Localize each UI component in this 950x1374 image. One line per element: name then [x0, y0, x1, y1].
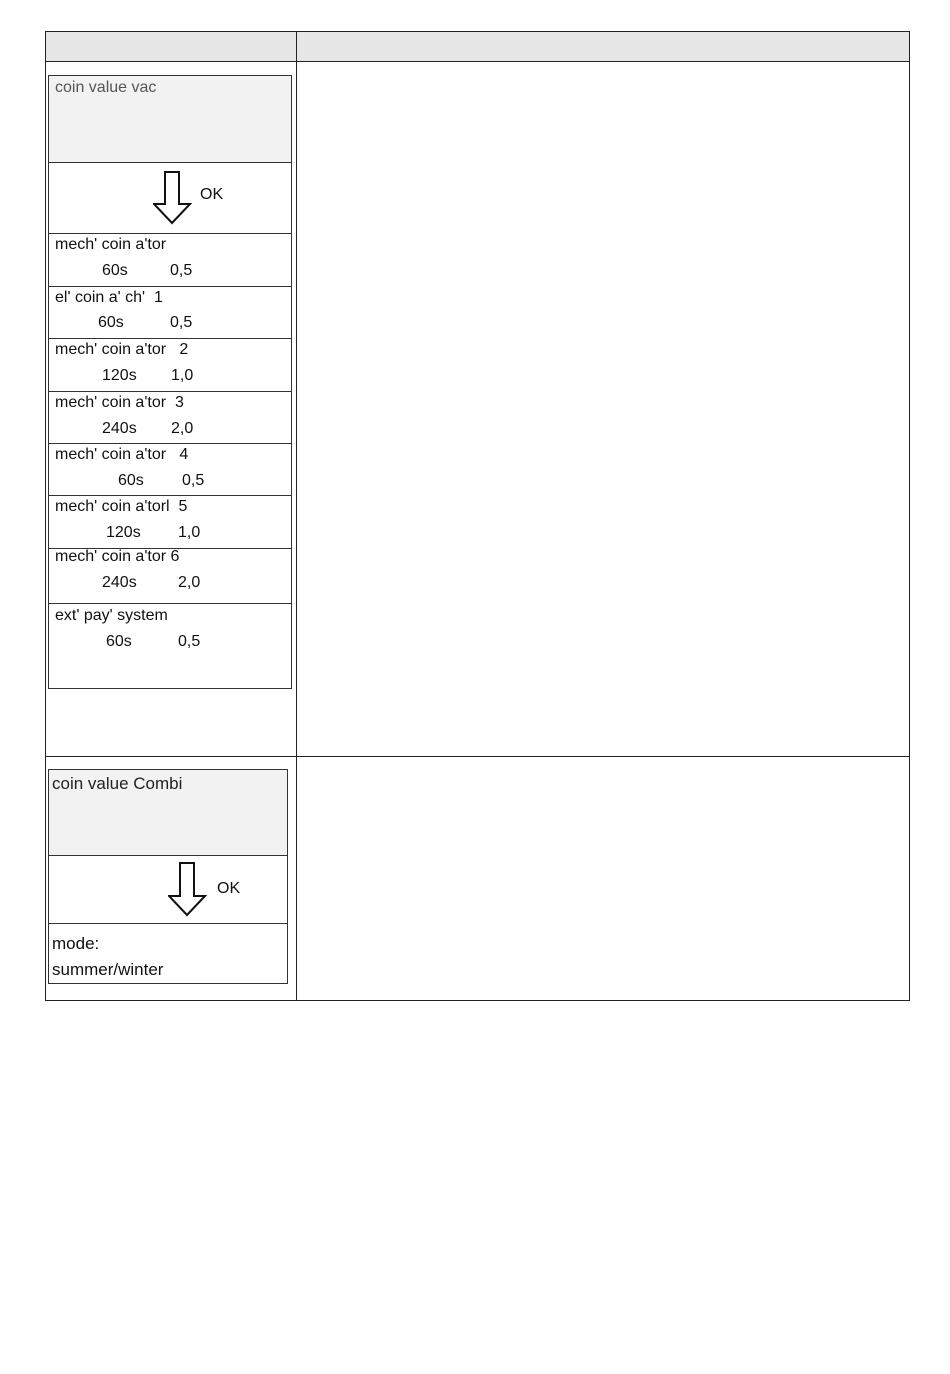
combi-mode-entry — [49, 924, 287, 983]
entry-time: 60s — [106, 633, 132, 650]
combi-ok-step — [49, 856, 287, 924]
entry-name: mech' coin a'tor 6 — [55, 548, 180, 565]
entry-value: 0,5 — [170, 314, 193, 331]
entry-name: ext' pay' system — [55, 607, 168, 624]
entry-value: 0,5 — [182, 472, 205, 489]
vac-entry-mech-coin-6 — [49, 549, 291, 604]
vac-ok-label: OK — [200, 186, 224, 203]
entry-value: 2,0 — [171, 420, 194, 437]
vac-panel-header — [49, 76, 291, 163]
entry-time: 240s — [102, 420, 137, 437]
entry-value: 0,5 — [170, 262, 193, 279]
entry-value: 0,5 — [178, 633, 201, 650]
entry-name: mech' coin a'torl 5 — [55, 498, 188, 515]
table-header-row — [46, 32, 909, 62]
vac-panel-title: coin value vac — [55, 79, 157, 96]
row-divider — [46, 756, 909, 757]
combi-mode-value: summer/winter — [52, 960, 164, 979]
vac-entry-mech-coin-5 — [49, 496, 291, 549]
entry-time: 60s — [118, 472, 144, 489]
down-arrow-icon — [168, 862, 208, 917]
entry-time: 120s — [106, 524, 141, 541]
entry-value: 1,0 — [178, 524, 201, 541]
combi-mode-label: mode: — [52, 934, 100, 953]
entry-value: 1,0 — [171, 367, 194, 384]
entry-name: mech' coin a'tor 3 — [55, 394, 184, 411]
entry-time: 120s — [102, 367, 137, 384]
down-arrow-icon — [153, 171, 193, 225]
combi-ok-label: OK — [217, 880, 241, 897]
entry-name: mech' coin a'tor 4 — [55, 446, 189, 463]
entry-time: 60s — [98, 314, 124, 331]
combi-panel-title: coin value Combi — [52, 774, 183, 793]
vac-entry-mech-coin-3 — [49, 392, 291, 444]
vac-ok-step — [49, 163, 291, 234]
column-divider — [296, 32, 297, 1000]
vac-entry-mech-coin-2 — [49, 339, 291, 392]
vac-entry-mech-coin — [49, 234, 291, 287]
entry-name: mech' coin a'tor — [55, 236, 167, 253]
vac-entry-ext-pay-system — [49, 604, 291, 688]
vac-entry-mech-coin-4 — [49, 444, 291, 496]
combi-panel-header — [49, 770, 287, 856]
entry-name: el' coin a' ch' 1 — [55, 289, 163, 306]
entry-name: mech' coin a'tor 2 — [55, 341, 189, 358]
entry-time: 240s — [102, 574, 137, 591]
entry-value: 2,0 — [178, 574, 201, 591]
entry-time: 60s — [102, 262, 128, 279]
vac-entry-el-coin-1 — [49, 287, 291, 339]
